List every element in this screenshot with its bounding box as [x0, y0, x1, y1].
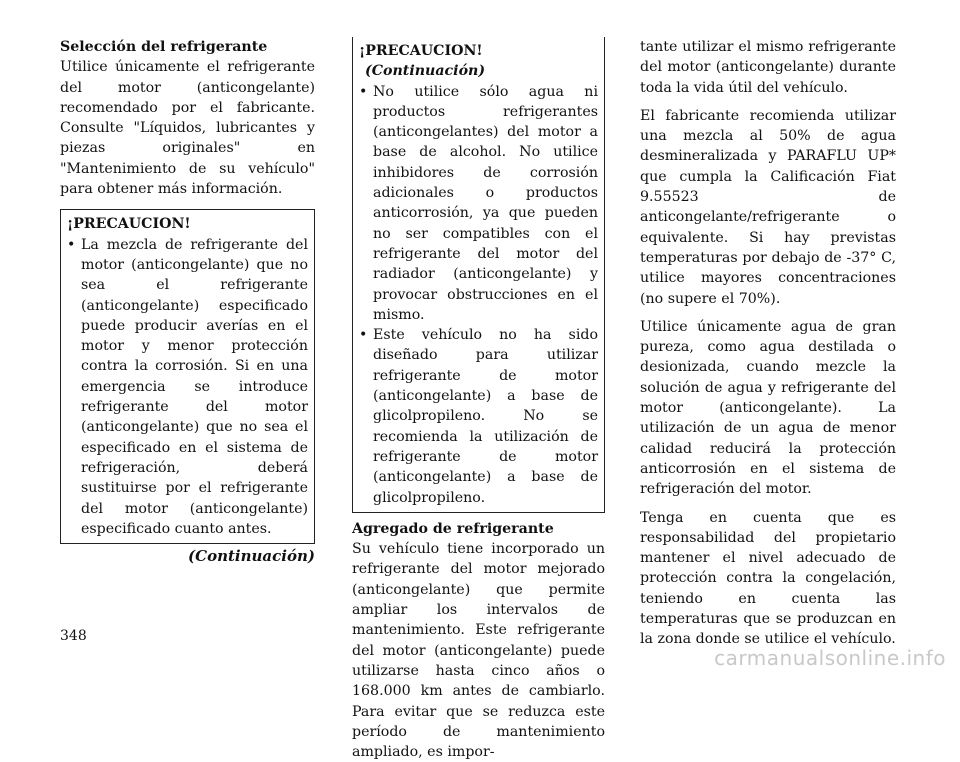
warning-item-mixing: • La mezcla de refrigerante del motor (anticongelante) que no sea el refrigerante (anticongelante) especificado puede producir averías en el motor y menor protección contra la corrosión. Si en una emergencia se introduce refrigerante del motor (anticongelante) que no sea el especificado en el sistema de refrigeración, deberá sustituirse por el refrigerante del motor (anticongelante) especificado cuanto antes.	[67, 235, 308, 539]
watermark: carmanualsonline.info	[714, 646, 946, 670]
warning-item-propylene-glycol: • Este vehículo no ha sido diseñado para utilizar refrigerante de motor (anticongelante) a base de glicolpropileno. No se recomienda la utilización de refrigerante de motor (anticongelante) a base de glicolpropileno.	[359, 325, 598, 508]
column-right	[640, 37, 896, 650]
warning-title: ¡PRECAUCION!	[67, 216, 191, 233]
paragraph-owner-responsibility: Tenga en cuenta que es responsabilidad del propietario mantener el nivel adecuado de protección contra la congelación, teniendo en cuenta las temperaturas que se produzcan en la zona donde se utilice el vehículo.	[640, 509, 896, 648]
paragraph-water-purity: Utilice únicamente agua de gran pureza, como agua destilada o desionizada, cuando mezcle la solución de agua y refrigerante del motor (anticongelante). La utilización de un agua de menor calidad reducirá la protección anticorrosión en el sistema de refrigeración del motor.	[640, 318, 896, 498]
paragraph-mixture: El fabricante recomienda utilizar una mezcla al 50% de agua desmineralizada y PARAFLU UP* que cumpla la Calificación Fiat 9.55523 de anticongelante/refrigerante o equivalente. Si hay previstas temperaturas por debajo de -37° C, utilice mayores concentraciones (no supere el 70%).	[640, 107, 896, 307]
intro-paragraph: Utilice únicamente el refrigerante del motor (anticongelante) recomendado por el fabricante. Consulte "Líquidos, lubricantes y piezas originales" en "Mantenimiento de su vehículo" para obtener más información.	[60, 59, 315, 198]
warning-item-water-alcohol: • No utilice sólo agua ni productos refrigerantes (anticongelantes) del motor a base de alcohol. No utilice inhibidores de corrosión adicionales o productos anticorrosión, ya que pueden no ser compatibles con el refrigerante del motor del radiador (anticongelante) y provocar obstrucciones en el mismo.	[359, 82, 598, 326]
page-number: 348	[60, 628, 87, 644]
column-left	[60, 37, 315, 566]
warning-box-continued	[352, 37, 605, 513]
warning-continued-tag: (Continuación)	[365, 63, 486, 80]
warning-list	[67, 235, 308, 539]
warning-box	[60, 209, 315, 544]
warning-list-continued	[359, 82, 598, 508]
column-middle	[352, 37, 605, 762]
section-heading-refrigerant-selection: Selección del refrigerante	[60, 39, 268, 55]
adding-refrigerant-paragraph: Su vehículo tiene incorporado un refrigerante del motor mejorado (anticongelante) que permite ampliar los intervalos de mantenimiento. Este refrigerante del motor (anticongelante) puede utilizarse hasta cinco años o 168.000 km antes de cambiarlo. Para evitar que se reduzca este período de mantenimiento ampliado, es impor-	[352, 541, 605, 761]
continued-label: (Continuación)	[188, 547, 315, 566]
warning-title-text: ¡PRECAUCION!	[359, 43, 483, 59]
section-heading-adding-refrigerant: Agregado de refrigerante	[352, 520, 554, 537]
warning-title-continued	[359, 41, 598, 82]
paragraph-continuation: tante utilizar el mismo refrigerante del motor (anticongelante) durante toda la vida útil del vehículo.	[640, 39, 896, 96]
